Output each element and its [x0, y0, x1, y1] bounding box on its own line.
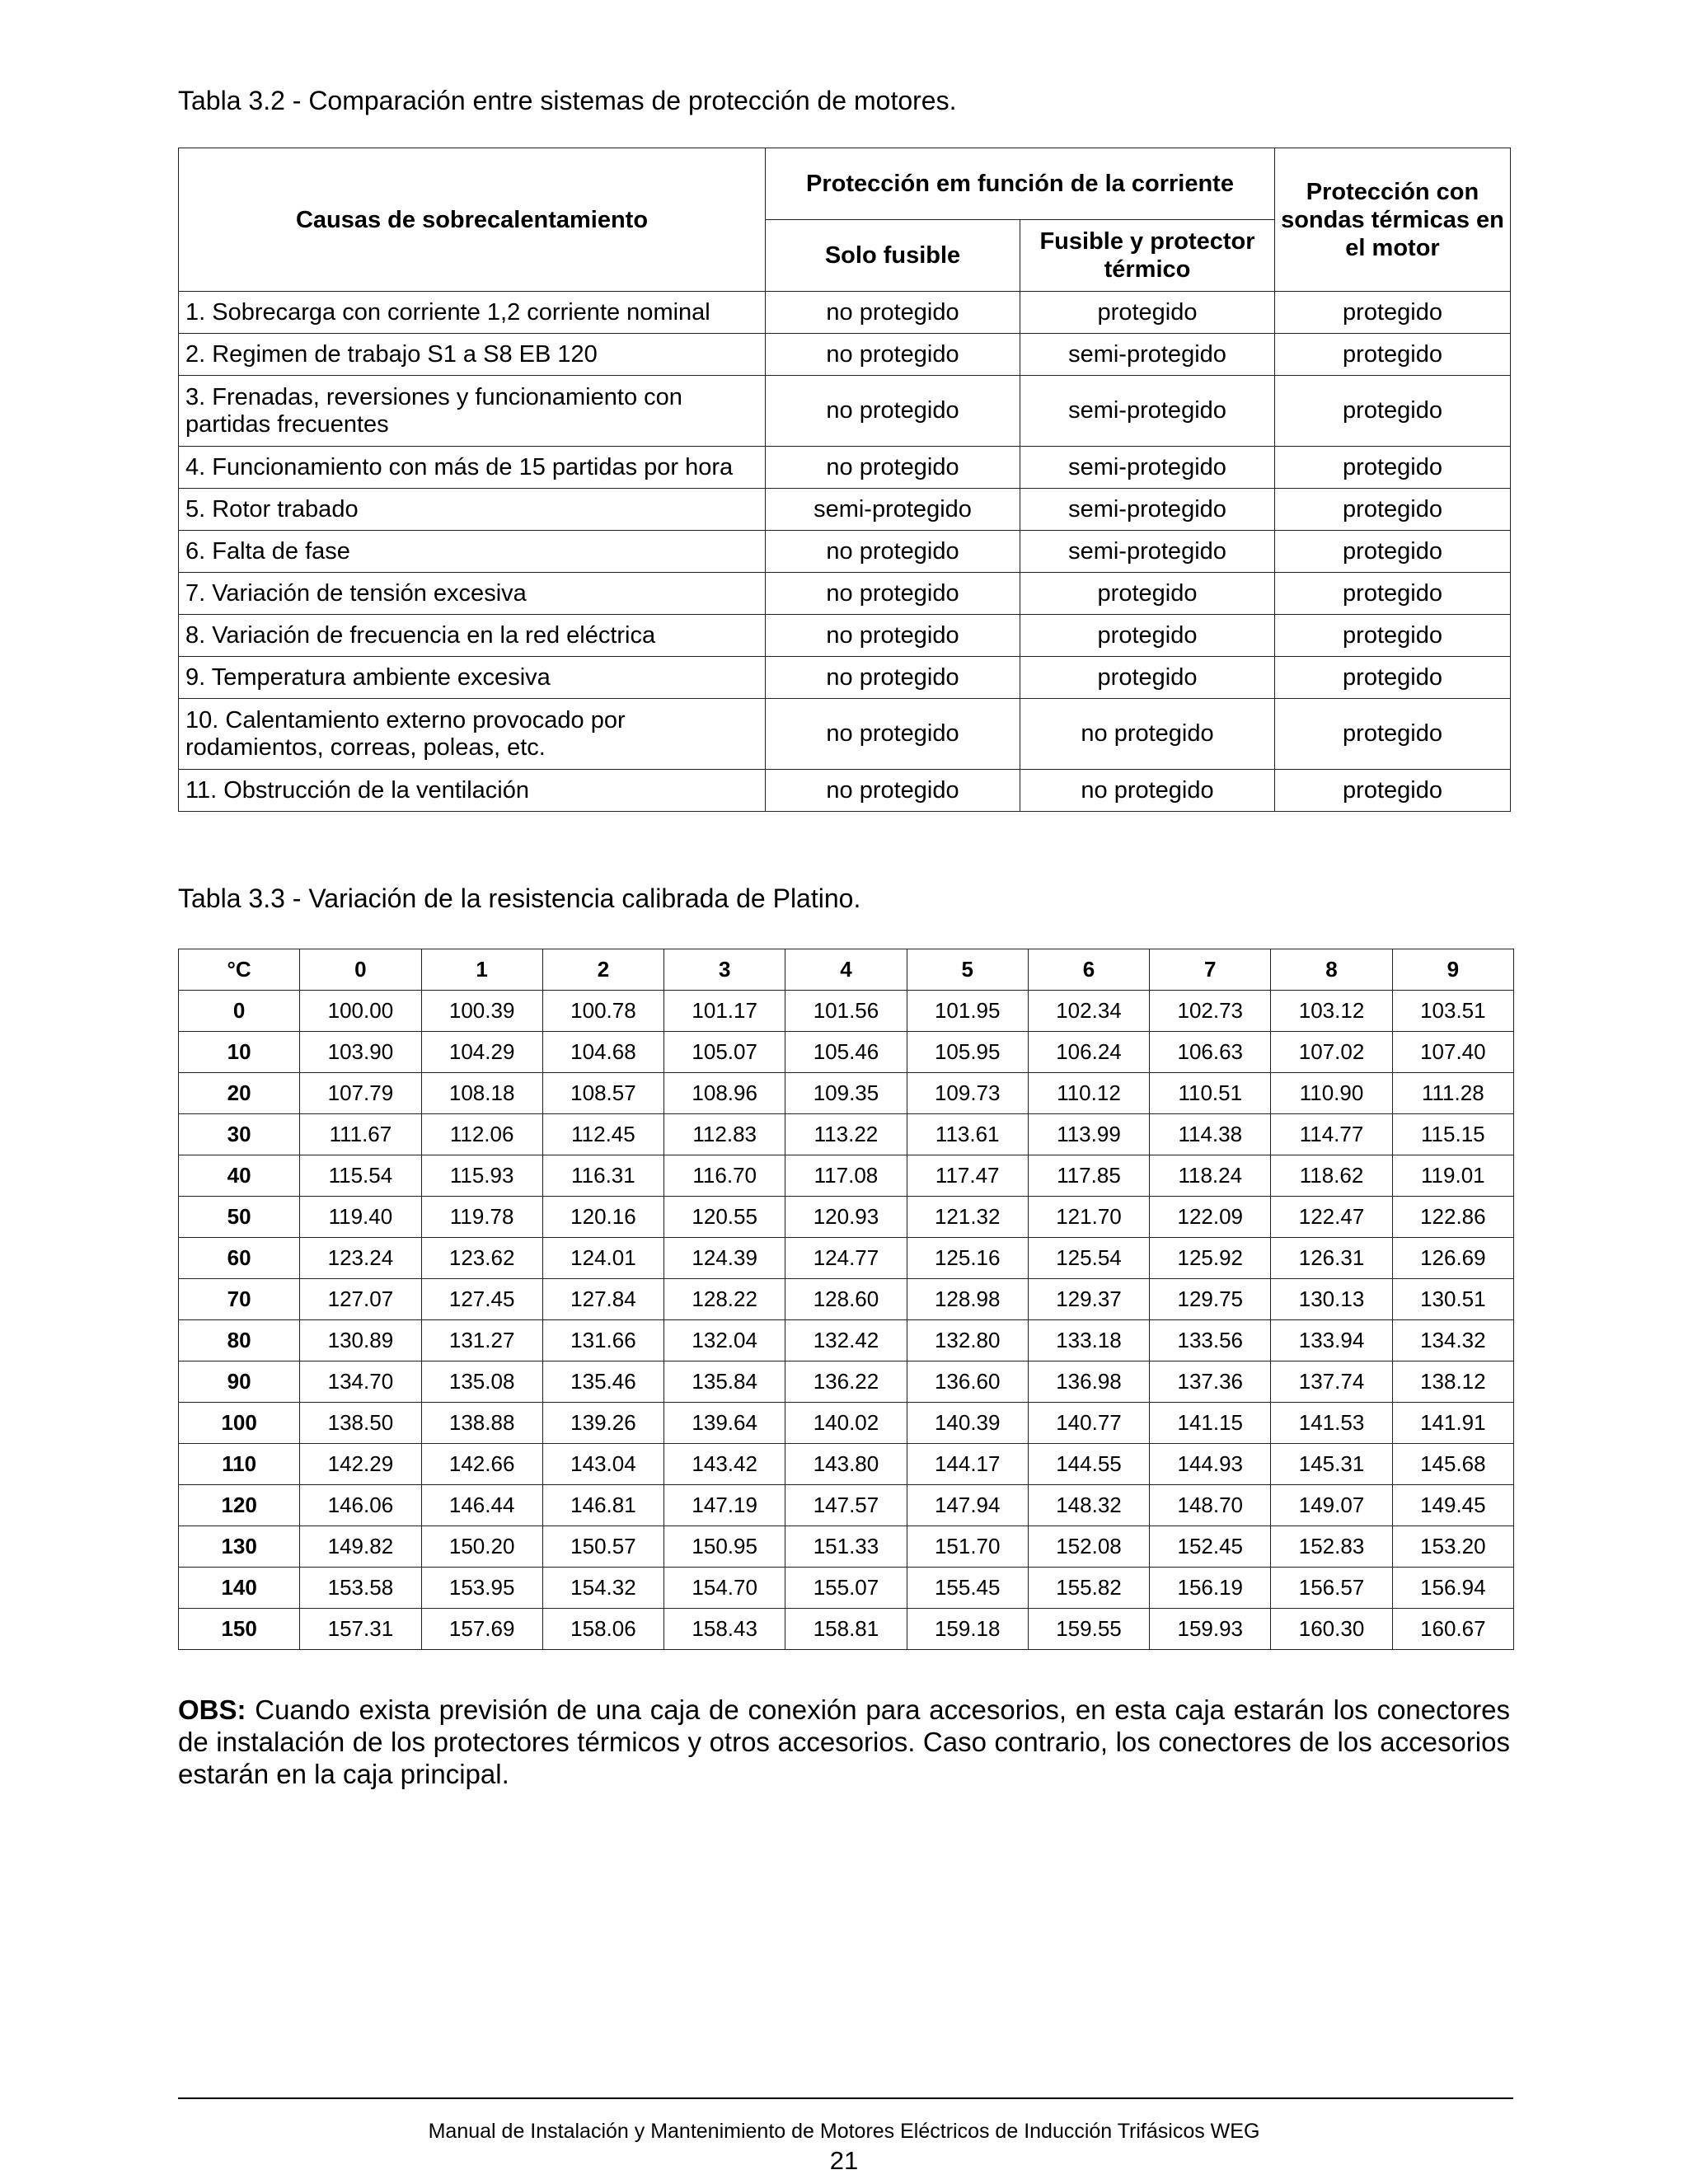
- resistance-cell: 133.94: [1271, 1320, 1392, 1361]
- resistance-cell: 157.69: [421, 1609, 542, 1650]
- resistance-cell: 114.38: [1150, 1114, 1271, 1155]
- resistance-cell: 154.70: [664, 1568, 785, 1609]
- resistance-cell: 156.57: [1271, 1568, 1392, 1609]
- resistance-cell: 136.60: [907, 1361, 1028, 1403]
- resistance-cell: 101.56: [785, 991, 907, 1032]
- resistance-cell: 140.39: [907, 1403, 1028, 1444]
- resistance-cell: 148.32: [1028, 1485, 1149, 1526]
- resistance-cell: 140.77: [1028, 1403, 1149, 1444]
- resistance-cell: 133.18: [1028, 1320, 1149, 1361]
- probes-cell: protegido: [1275, 376, 1511, 447]
- resistance-cell: 144.17: [907, 1444, 1028, 1485]
- resistance-cell: 154.32: [542, 1568, 663, 1609]
- resistance-cell: 147.19: [664, 1485, 785, 1526]
- fuse-protector-cell: no protegido: [1020, 699, 1275, 770]
- resistance-cell: 138.88: [421, 1403, 542, 1444]
- resistance-cell: 109.73: [907, 1073, 1028, 1114]
- resistance-cell: 105.95: [907, 1032, 1028, 1073]
- row-header-temperature: 100: [179, 1403, 300, 1444]
- resistance-cell: 112.06: [421, 1114, 542, 1155]
- table-row: [179, 1073, 1514, 1114]
- table-row: [179, 615, 1511, 657]
- fuse-protector-cell: semi-protegido: [1020, 376, 1275, 447]
- cause-cell: 1. Sobrecarga con corriente 1,2 corriente nominal: [179, 292, 766, 334]
- table-row: [179, 657, 1511, 699]
- resistance-cell: 100.00: [300, 991, 421, 1032]
- cause-cell: 10. Calentamiento externo provocado por rodamientos, correas, poleas, etc.: [179, 699, 766, 770]
- probes-cell: protegido: [1275, 447, 1511, 489]
- resistance-cell: 127.84: [542, 1279, 663, 1320]
- probes-cell: protegido: [1275, 573, 1511, 615]
- row-header-temperature: 70: [179, 1279, 300, 1320]
- resistance-cell: 149.82: [300, 1526, 421, 1568]
- resistance-cell: 113.22: [785, 1114, 907, 1155]
- cause-cell: 6. Falta de fase: [179, 531, 766, 573]
- row-header-temperature: 140: [179, 1568, 300, 1609]
- table-row: [179, 1444, 1514, 1485]
- resistance-cell: 109.35: [785, 1073, 907, 1114]
- resistance-cell: 137.74: [1271, 1361, 1392, 1403]
- resistance-cell: 135.08: [421, 1361, 542, 1403]
- resistance-cell: 103.12: [1271, 991, 1392, 1032]
- fuse-protector-cell: protegido: [1020, 573, 1275, 615]
- probes-cell: protegido: [1275, 657, 1511, 699]
- resistance-cell: 105.07: [664, 1032, 785, 1073]
- resistance-cell: 121.70: [1028, 1197, 1149, 1238]
- resistance-cell: 157.31: [300, 1609, 421, 1650]
- resistance-cell: 130.13: [1271, 1279, 1392, 1320]
- header-unit-1: 1: [421, 949, 542, 991]
- resistance-cell: 158.81: [785, 1609, 907, 1650]
- row-header-temperature: 0: [179, 991, 300, 1032]
- probes-cell: protegido: [1275, 489, 1511, 531]
- resistance-cell: 152.45: [1150, 1526, 1271, 1568]
- resistance-cell: 152.08: [1028, 1526, 1149, 1568]
- footer-title: Manual de Instalación y Mantenimiento de Motores Eléctricos de Inducción Trifásicos WEG: [428, 2120, 1260, 2143]
- header-unit-3: 3: [664, 949, 785, 991]
- resistance-cell: 117.47: [907, 1155, 1028, 1197]
- fuse-only-cell: no protegido: [766, 573, 1020, 615]
- resistance-cell: 136.98: [1028, 1361, 1149, 1403]
- table-row: [179, 1155, 1514, 1197]
- fuse-only-cell: no protegido: [766, 447, 1020, 489]
- row-header-temperature: 10: [179, 1032, 300, 1073]
- cause-cell: 9. Temperatura ambiente excesiva: [179, 657, 766, 699]
- cause-cell: 3. Frenadas, reversiones y funcionamiento con partidas frecuentes: [179, 376, 766, 447]
- row-header-temperature: 80: [179, 1320, 300, 1361]
- header-fuse-only: Solo fusible: [766, 220, 1020, 292]
- resistance-cell: 107.02: [1271, 1032, 1392, 1073]
- resistance-cell: 121.32: [907, 1197, 1028, 1238]
- resistance-cell: 106.63: [1150, 1032, 1271, 1073]
- resistance-cell: 148.70: [1150, 1485, 1271, 1526]
- resistance-cell: 127.07: [300, 1279, 421, 1320]
- resistance-cell: 125.16: [907, 1238, 1028, 1279]
- resistance-cell: 151.33: [785, 1526, 907, 1568]
- resistance-cell: 141.15: [1150, 1403, 1271, 1444]
- header-causes: Causas de sobrecalentamiento: [179, 148, 766, 292]
- table-row: [179, 489, 1511, 531]
- resistance-cell: 120.55: [664, 1197, 785, 1238]
- probes-cell: protegido: [1275, 770, 1511, 812]
- table-row: [179, 1485, 1514, 1526]
- table-row: [179, 770, 1511, 812]
- resistance-cell: 150.20: [421, 1526, 542, 1568]
- row-header-temperature: 20: [179, 1073, 300, 1114]
- table-row: [179, 531, 1511, 573]
- resistance-cell: 145.31: [1271, 1444, 1392, 1485]
- header-unit-8: 8: [1271, 949, 1392, 991]
- resistance-cell: 111.28: [1392, 1073, 1513, 1114]
- table-row: [179, 1320, 1514, 1361]
- table-row: [179, 1279, 1514, 1320]
- resistance-cell: 146.81: [542, 1485, 663, 1526]
- resistance-cell: 139.26: [542, 1403, 663, 1444]
- resistance-cell: 107.40: [1392, 1032, 1513, 1073]
- resistance-cell: 120.93: [785, 1197, 907, 1238]
- resistance-cell: 150.57: [542, 1526, 663, 1568]
- header-current-group: Protección em función de la corriente: [766, 148, 1275, 220]
- row-header-temperature: 30: [179, 1114, 300, 1155]
- fuse-protector-cell: protegido: [1020, 292, 1275, 334]
- resistance-cell: 138.50: [300, 1403, 421, 1444]
- resistance-cell: 110.12: [1028, 1073, 1149, 1114]
- cause-cell: 8. Variación de frecuencia en la red eléctrica: [179, 615, 766, 657]
- table-row: [179, 699, 1511, 770]
- resistance-cell: 118.62: [1271, 1155, 1392, 1197]
- header-unit-9: 9: [1392, 949, 1513, 991]
- fuse-only-cell: no protegido: [766, 334, 1020, 376]
- probes-cell: protegido: [1275, 699, 1511, 770]
- resistance-cell: 119.78: [421, 1197, 542, 1238]
- table-row: [179, 1032, 1514, 1073]
- resistance-cell: 130.89: [300, 1320, 421, 1361]
- resistance-cell: 143.42: [664, 1444, 785, 1485]
- resistance-cell: 146.44: [421, 1485, 542, 1526]
- resistance-cell: 103.51: [1392, 991, 1513, 1032]
- resistance-cell: 145.68: [1392, 1444, 1513, 1485]
- resistance-cell: 138.12: [1392, 1361, 1513, 1403]
- header-celsius: °C: [179, 949, 300, 991]
- resistance-cell: 128.98: [907, 1279, 1028, 1320]
- resistance-cell: 160.30: [1271, 1609, 1392, 1650]
- table-row: [179, 1526, 1514, 1568]
- cause-cell: 7. Variación de tensión excesiva: [179, 573, 766, 615]
- resistance-cell: 125.54: [1028, 1238, 1149, 1279]
- resistance-cell: 110.90: [1271, 1073, 1392, 1114]
- resistance-cell: 108.96: [664, 1073, 785, 1114]
- resistance-cell: 135.46: [542, 1361, 663, 1403]
- resistance-cell: 142.29: [300, 1444, 421, 1485]
- row-header-temperature: 150: [179, 1609, 300, 1650]
- fuse-protector-cell: semi-protegido: [1020, 531, 1275, 573]
- platinum-resistance-table: [178, 949, 1514, 1650]
- row-header-temperature: 120: [179, 1485, 300, 1526]
- resistance-cell: 100.78: [542, 991, 663, 1032]
- resistance-cell: 150.95: [664, 1526, 785, 1568]
- resistance-cell: 112.45: [542, 1114, 663, 1155]
- resistance-cell: 110.51: [1150, 1073, 1271, 1114]
- fuse-only-cell: no protegido: [766, 615, 1020, 657]
- header-unit-4: 4: [785, 949, 907, 991]
- header-unit-2: 2: [542, 949, 663, 991]
- resistance-cell: 124.01: [542, 1238, 663, 1279]
- motor-protection-comparison-table: [178, 148, 1511, 812]
- resistance-cell: 149.45: [1392, 1485, 1513, 1526]
- fuse-only-cell: no protegido: [766, 657, 1020, 699]
- cause-cell: 5. Rotor trabado: [179, 489, 766, 531]
- resistance-cell: 122.09: [1150, 1197, 1271, 1238]
- resistance-cell: 100.39: [421, 991, 542, 1032]
- table-row: [179, 573, 1511, 615]
- resistance-cell: 127.45: [421, 1279, 542, 1320]
- resistance-cell: 120.16: [542, 1197, 663, 1238]
- resistance-cell: 155.45: [907, 1568, 1028, 1609]
- resistance-cell: 158.06: [542, 1609, 663, 1650]
- fuse-protector-cell: protegido: [1020, 615, 1275, 657]
- resistance-cell: 131.66: [542, 1320, 663, 1361]
- table-row: [179, 1403, 1514, 1444]
- resistance-cell: 132.42: [785, 1320, 907, 1361]
- table-row: [179, 334, 1511, 376]
- table-row: [179, 1197, 1514, 1238]
- resistance-cell: 101.17: [664, 991, 785, 1032]
- resistance-cell: 124.39: [664, 1238, 785, 1279]
- table-row: [179, 1114, 1514, 1155]
- resistance-cell: 105.46: [785, 1032, 907, 1073]
- header-unit-6: 6: [1028, 949, 1149, 991]
- resistance-cell: 143.80: [785, 1444, 907, 1485]
- resistance-cell: 132.04: [664, 1320, 785, 1361]
- resistance-cell: 156.94: [1392, 1568, 1513, 1609]
- resistance-cell: 129.75: [1150, 1279, 1271, 1320]
- resistance-cell: 104.29: [421, 1032, 542, 1073]
- resistance-cell: 140.02: [785, 1403, 907, 1444]
- resistance-cell: 144.55: [1028, 1444, 1149, 1485]
- resistance-cell: 129.37: [1028, 1279, 1149, 1320]
- resistance-cell: 153.58: [300, 1568, 421, 1609]
- resistance-cell: 147.94: [907, 1485, 1028, 1526]
- row-header-temperature: 90: [179, 1361, 300, 1403]
- row-header-temperature: 50: [179, 1197, 300, 1238]
- resistance-cell: 128.60: [785, 1279, 907, 1320]
- page-number: 21: [829, 2146, 859, 2175]
- resistance-cell: 153.95: [421, 1568, 542, 1609]
- fuse-protector-cell: semi-protegido: [1020, 447, 1275, 489]
- resistance-cell: 108.57: [542, 1073, 663, 1114]
- resistance-cell: 147.57: [785, 1485, 907, 1526]
- resistance-cell: 130.51: [1392, 1279, 1513, 1320]
- header-unit-7: 7: [1150, 949, 1271, 991]
- row-header-temperature: 130: [179, 1526, 300, 1568]
- resistance-cell: 118.24: [1150, 1155, 1271, 1197]
- resistance-cell: 136.22: [785, 1361, 907, 1403]
- table-row: [179, 1609, 1514, 1650]
- resistance-cell: 141.53: [1271, 1403, 1392, 1444]
- resistance-cell: 160.67: [1392, 1609, 1513, 1650]
- resistance-cell: 146.06: [300, 1485, 421, 1526]
- resistance-cell: 122.47: [1271, 1197, 1392, 1238]
- table-row: [179, 447, 1511, 489]
- row-header-temperature: 40: [179, 1155, 300, 1197]
- resistance-cell: 122.86: [1392, 1197, 1513, 1238]
- resistance-cell: 137.36: [1150, 1361, 1271, 1403]
- header-unit-5: 5: [907, 949, 1028, 991]
- resistance-cell: 115.93: [421, 1155, 542, 1197]
- table-3-2-caption: Tabla 3.2 - Comparación entre sistemas de protección de motores.: [178, 86, 957, 115]
- row-header-temperature: 110: [179, 1444, 300, 1485]
- resistance-cell: 149.07: [1271, 1485, 1392, 1526]
- resistance-cell: 144.93: [1150, 1444, 1271, 1485]
- resistance-cell: 126.31: [1271, 1238, 1392, 1279]
- resistance-cell: 115.15: [1392, 1114, 1513, 1155]
- probes-cell: protegido: [1275, 334, 1511, 376]
- header-probes: Protección con sondas térmicas en el motor: [1275, 148, 1511, 292]
- resistance-cell: 117.08: [785, 1155, 907, 1197]
- fuse-only-cell: no protegido: [766, 770, 1020, 812]
- resistance-cell: 153.20: [1392, 1526, 1513, 1568]
- cause-cell: 4. Funcionamiento con más de 15 partidas por hora: [179, 447, 766, 489]
- obs-text: Cuando exista previsión de una caja de conexión para accesorios, en esta caja estarán los conectores de instalación de los protectores térmicos y otros accesorios. Caso contrario, los conectores de los accesorios estarán en la caja principal.: [178, 1694, 1510, 1789]
- header-unit-0: 0: [300, 949, 421, 991]
- resistance-cell: 151.70: [907, 1526, 1028, 1568]
- resistance-cell: 139.64: [664, 1403, 785, 1444]
- fuse-only-cell: no protegido: [766, 531, 1020, 573]
- table-row: [179, 376, 1511, 447]
- fuse-only-cell: no protegido: [766, 292, 1020, 334]
- row-header-temperature: 60: [179, 1238, 300, 1279]
- table-row: [179, 292, 1511, 334]
- fuse-protector-cell: semi-protegido: [1020, 334, 1275, 376]
- header-fuse-and-protector: Fusible y protector térmico: [1020, 220, 1275, 292]
- resistance-cell: 131.27: [421, 1320, 542, 1361]
- resistance-cell: 123.62: [421, 1238, 542, 1279]
- fuse-only-cell: semi-protegido: [766, 489, 1020, 531]
- resistance-cell: 115.54: [300, 1155, 421, 1197]
- table-3-3-caption: Tabla 3.3 - Variación de la resistencia calibrada de Platino.: [178, 883, 861, 913]
- table-row: [179, 1238, 1514, 1279]
- resistance-cell: 101.95: [907, 991, 1028, 1032]
- probes-cell: protegido: [1275, 292, 1511, 334]
- resistance-cell: 156.19: [1150, 1568, 1271, 1609]
- table-row: [179, 991, 1514, 1032]
- resistance-cell: 113.61: [907, 1114, 1028, 1155]
- resistance-cell: 128.22: [664, 1279, 785, 1320]
- resistance-cell: 103.90: [300, 1032, 421, 1073]
- resistance-cell: 159.55: [1028, 1609, 1149, 1650]
- resistance-cell: 113.99: [1028, 1114, 1149, 1155]
- fuse-only-cell: no protegido: [766, 699, 1020, 770]
- resistance-cell: 155.82: [1028, 1568, 1149, 1609]
- fuse-only-cell: no protegido: [766, 376, 1020, 447]
- fuse-protector-cell: no protegido: [1020, 770, 1275, 812]
- resistance-cell: 126.69: [1392, 1238, 1513, 1279]
- obs-note: [178, 1694, 1510, 1790]
- fuse-protector-cell: protegido: [1020, 657, 1275, 699]
- footer-divider: [178, 2097, 1513, 2099]
- resistance-cell: 124.77: [785, 1238, 907, 1279]
- resistance-cell: 111.67: [300, 1114, 421, 1155]
- resistance-cell: 134.32: [1392, 1320, 1513, 1361]
- resistance-cell: 102.73: [1150, 991, 1271, 1032]
- resistance-cell: 158.43: [664, 1609, 785, 1650]
- resistance-cell: 134.70: [300, 1361, 421, 1403]
- resistance-cell: 159.18: [907, 1609, 1028, 1650]
- cause-cell: 11. Obstrucción de la ventilación: [179, 770, 766, 812]
- probes-cell: protegido: [1275, 531, 1511, 573]
- resistance-cell: 107.79: [300, 1073, 421, 1114]
- resistance-cell: 116.70: [664, 1155, 785, 1197]
- resistance-cell: 159.93: [1150, 1609, 1271, 1650]
- resistance-cell: 106.24: [1028, 1032, 1149, 1073]
- fuse-protector-cell: semi-protegido: [1020, 489, 1275, 531]
- resistance-cell: 114.77: [1271, 1114, 1392, 1155]
- resistance-cell: 133.56: [1150, 1320, 1271, 1361]
- cause-cell: 2. Regimen de trabajo S1 a S8 EB 120: [179, 334, 766, 376]
- resistance-cell: 102.34: [1028, 991, 1149, 1032]
- resistance-cell: 135.84: [664, 1361, 785, 1403]
- table-row: [179, 1568, 1514, 1609]
- table-row: [179, 1361, 1514, 1403]
- resistance-cell: 141.91: [1392, 1403, 1513, 1444]
- resistance-cell: 125.92: [1150, 1238, 1271, 1279]
- resistance-cell: 152.83: [1271, 1526, 1392, 1568]
- resistance-cell: 132.80: [907, 1320, 1028, 1361]
- resistance-cell: 119.40: [300, 1197, 421, 1238]
- resistance-cell: 108.18: [421, 1073, 542, 1114]
- resistance-cell: 104.68: [542, 1032, 663, 1073]
- resistance-cell: 117.85: [1028, 1155, 1149, 1197]
- resistance-cell: 142.66: [421, 1444, 542, 1485]
- resistance-cell: 155.07: [785, 1568, 907, 1609]
- resistance-cell: 112.83: [664, 1114, 785, 1155]
- resistance-cell: 123.24: [300, 1238, 421, 1279]
- obs-label: OBS:: [178, 1694, 246, 1725]
- resistance-cell: 119.01: [1392, 1155, 1513, 1197]
- resistance-cell: 143.04: [542, 1444, 663, 1485]
- resistance-cell: 116.31: [542, 1155, 663, 1197]
- probes-cell: protegido: [1275, 615, 1511, 657]
